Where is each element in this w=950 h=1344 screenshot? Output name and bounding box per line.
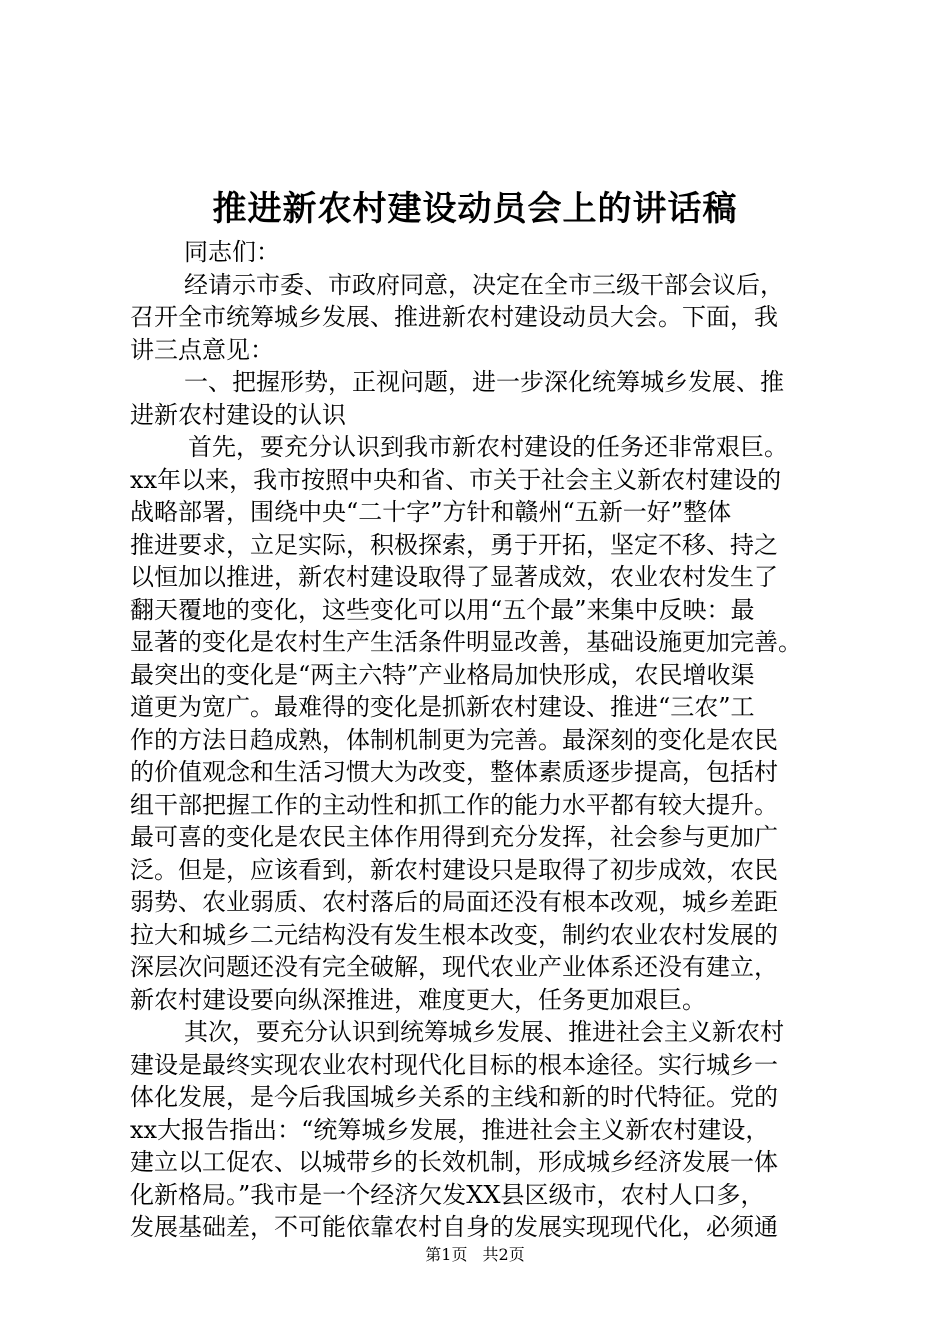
- body-line: 新农村建设要向纵深推进，难度更大，任务更加艰巨。: [130, 985, 706, 1014]
- body-line: 首先，要充分认识到我市新农村建设的任务还非常艰巨。: [188, 433, 788, 461]
- body-line: xx大报告指出：“统筹城乡发展，推进社会主义新农村建设，: [130, 1115, 770, 1144]
- page-footer: [0, 1243, 950, 1267]
- body-line: 最突出的变化是“两主六特”产业格局加快形成，农民增收渠: [130, 660, 755, 689]
- body-line: 道更为宽广。最难得的变化是抓新农村建设、推进“三农”工: [130, 693, 755, 721]
- body-line: 建立以工促农、以城带乡的长效机制，形成城乡经济发展一体: [130, 1148, 778, 1176]
- body-line: 显著的变化是农村生产生活条件明显改善，基础设施更加完善。: [130, 628, 802, 656]
- body-line: 推进要求，立足实际，积极探索，勇于开拓，坚定不移、持之: [130, 530, 778, 559]
- body-line: 以恒加以推进，新农村建设取得了显著成效，农业农村发生了: [130, 563, 778, 591]
- body-line: 经请示市委、市政府同意，决定在全市三级干部会议后，: [184, 270, 784, 299]
- body-line: 的价值观念和生活习惯大为改变，整体素质逐步提高，包括村: [130, 758, 778, 786]
- body-line: 建设是最终实现农业农村现代化目标的根本途径。实行城乡一: [130, 1050, 778, 1079]
- body-line: 弱势、农业弱质、农村落后的局面还没有根本改观，城乡差距: [130, 888, 778, 916]
- body-line: 体化发展，是今后我国城乡关系的主线和新的时代特征。党的: [130, 1083, 778, 1111]
- page-total: 共2页: [482, 1245, 525, 1264]
- section-heading-line: 进新农村建设的认识: [130, 400, 346, 429]
- section-heading-line: 一、把握形势，正视问题，进一步深化统筹城乡发展、推: [184, 368, 784, 396]
- body-line: 召开全市统筹城乡发展、推进新农村建设动员大会。下面，我: [130, 303, 778, 331]
- body-line: 翻天覆地的变化，这些变化可以用“五个最”来集中反映：最: [130, 595, 755, 624]
- body-line: 最可喜的变化是农民主体作用得到充分发挥，社会参与更加广: [130, 823, 778, 851]
- body-line: 深层次问题还没有完全破解，现代农业产业体系还没有建立，: [130, 953, 778, 981]
- document-body: [130, 236, 835, 1244]
- body-line-greeting: 同志们：: [184, 238, 280, 266]
- body-line: 战略部署，围绕中央“二十字”方针和赣州“五新一好”整体: [130, 498, 732, 526]
- body-line: 泛。但是，应该看到，新农村建设只是取得了初步成效，农民: [130, 855, 778, 884]
- body-line: 化新格局。”我市是一个经济欠发XX县区级市，农村人口多，: [130, 1180, 765, 1209]
- body-line: xx年以来，我市按照中央和省、市关于社会主义新农村建设的: [130, 465, 782, 494]
- body-line: 作的方法日趋成熟，体制机制更为完善。最深刻的变化是农民: [130, 725, 778, 754]
- body-line: 拉大和城乡二元结构没有发生根本改变，制约农业农村发展的: [130, 920, 778, 949]
- body-line: 其次，要充分认识到统筹城乡发展、推进社会主义新农村: [184, 1018, 784, 1046]
- body-line: 讲三点意见：: [130, 335, 274, 364]
- body-line: 组干部把握工作的主动性和抓工作的能力水平都有较大提升。: [130, 790, 778, 819]
- document-title: 推进新农村建设动员会上的讲话稿: [212, 189, 738, 229]
- page-number: 第1页: [425, 1245, 468, 1264]
- body-line: 发展基础差，不可能依靠农村自身的发展实现现代化，必须通: [130, 1213, 778, 1241]
